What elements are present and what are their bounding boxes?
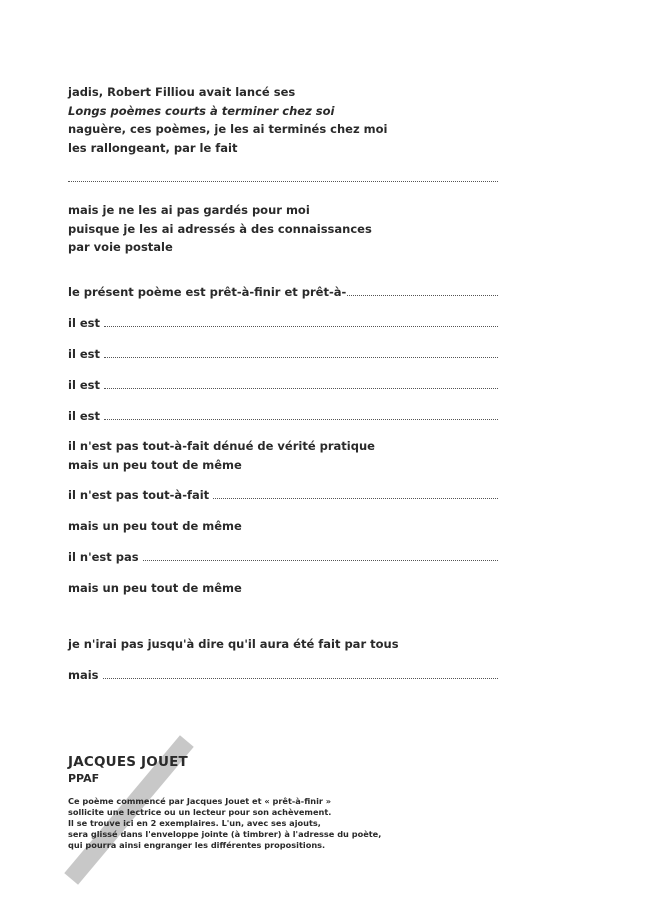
- dotted-fill-line[interactable]: [104, 418, 498, 420]
- fill-row-il-est: [68, 347, 498, 361]
- fill-row-present: [68, 285, 498, 299]
- work-code: PPAF: [68, 772, 100, 785]
- fill-row-mais: [68, 668, 498, 682]
- poem-line-closing: je n'irai pas jusqu'à dire qu'il aura été fait par tous: [68, 637, 399, 651]
- dotted-fill-line[interactable]: [213, 497, 498, 499]
- poem-line: les rallongeant, par le fait: [68, 141, 238, 155]
- explanatory-note: [68, 796, 381, 851]
- author-name: JACQUES JOUET: [68, 754, 188, 770]
- poem-line: puisque je les ai adressés à des connaissances: [68, 222, 372, 236]
- fill-label: il est: [68, 409, 101, 423]
- fill-label: il est: [68, 347, 101, 361]
- fill-row-nest-pas-tout-a-fait: [68, 488, 498, 502]
- fill-label: il n'est pas tout-à-fait: [68, 488, 210, 502]
- fill-label: il n'est pas: [68, 550, 139, 564]
- poem-line: jadis, Robert Filliou avait lancé ses: [68, 85, 296, 99]
- poem-line: mais je ne les ai pas gardés pour moi: [68, 203, 310, 217]
- poem-line: par voie postale: [68, 240, 173, 254]
- note-line: Ce poème commencé par Jacques Jouet et « prêt-à-finir »: [68, 796, 332, 806]
- dotted-fill-line[interactable]: [104, 387, 498, 389]
- dotted-fill-line[interactable]: [103, 677, 498, 679]
- poem-line: naguère, ces poèmes, je les ai terminés chez moi: [68, 122, 388, 136]
- dotted-fill-line[interactable]: [68, 181, 498, 182]
- note-line: qui pourra ainsi engranger les différentes propositions.: [68, 840, 326, 850]
- fill-label: le présent poème est prêt-à-finir et prêt-à-: [68, 285, 347, 299]
- fill-label: mais: [68, 668, 99, 682]
- poem-line: mais un peu tout de même: [68, 581, 242, 595]
- poem-line-title-reference: Longs poèmes courts à terminer chez soi: [68, 104, 335, 118]
- dotted-fill-line[interactable]: [104, 356, 498, 358]
- fill-label: il est: [68, 316, 101, 330]
- fill-label: il est: [68, 378, 101, 392]
- dotted-fill-line[interactable]: [347, 294, 498, 296]
- fill-row-nest-pas: [68, 550, 498, 564]
- poem-line: mais un peu tout de même: [68, 519, 242, 533]
- note-line: sollicite une lectrice ou un lecteur pour son achèvement.: [68, 807, 332, 817]
- fill-row-il-est: [68, 316, 498, 330]
- fill-row-il-est: [68, 409, 498, 423]
- poem-line: mais un peu tout de même: [68, 458, 242, 472]
- note-line: Il se trouve ici en 2 exemplaires. L'un, avec ses ajouts,: [68, 818, 321, 828]
- dotted-fill-line[interactable]: [143, 559, 498, 561]
- note-line: sera glissé dans l'enveloppe jointe (à timbrer) à l'adresse du poète,: [68, 829, 382, 839]
- dotted-fill-line[interactable]: [104, 325, 498, 327]
- fill-row-il-est: [68, 378, 498, 392]
- poem-line: il n'est pas tout-à-fait dénué de vérité pratique: [68, 439, 375, 453]
